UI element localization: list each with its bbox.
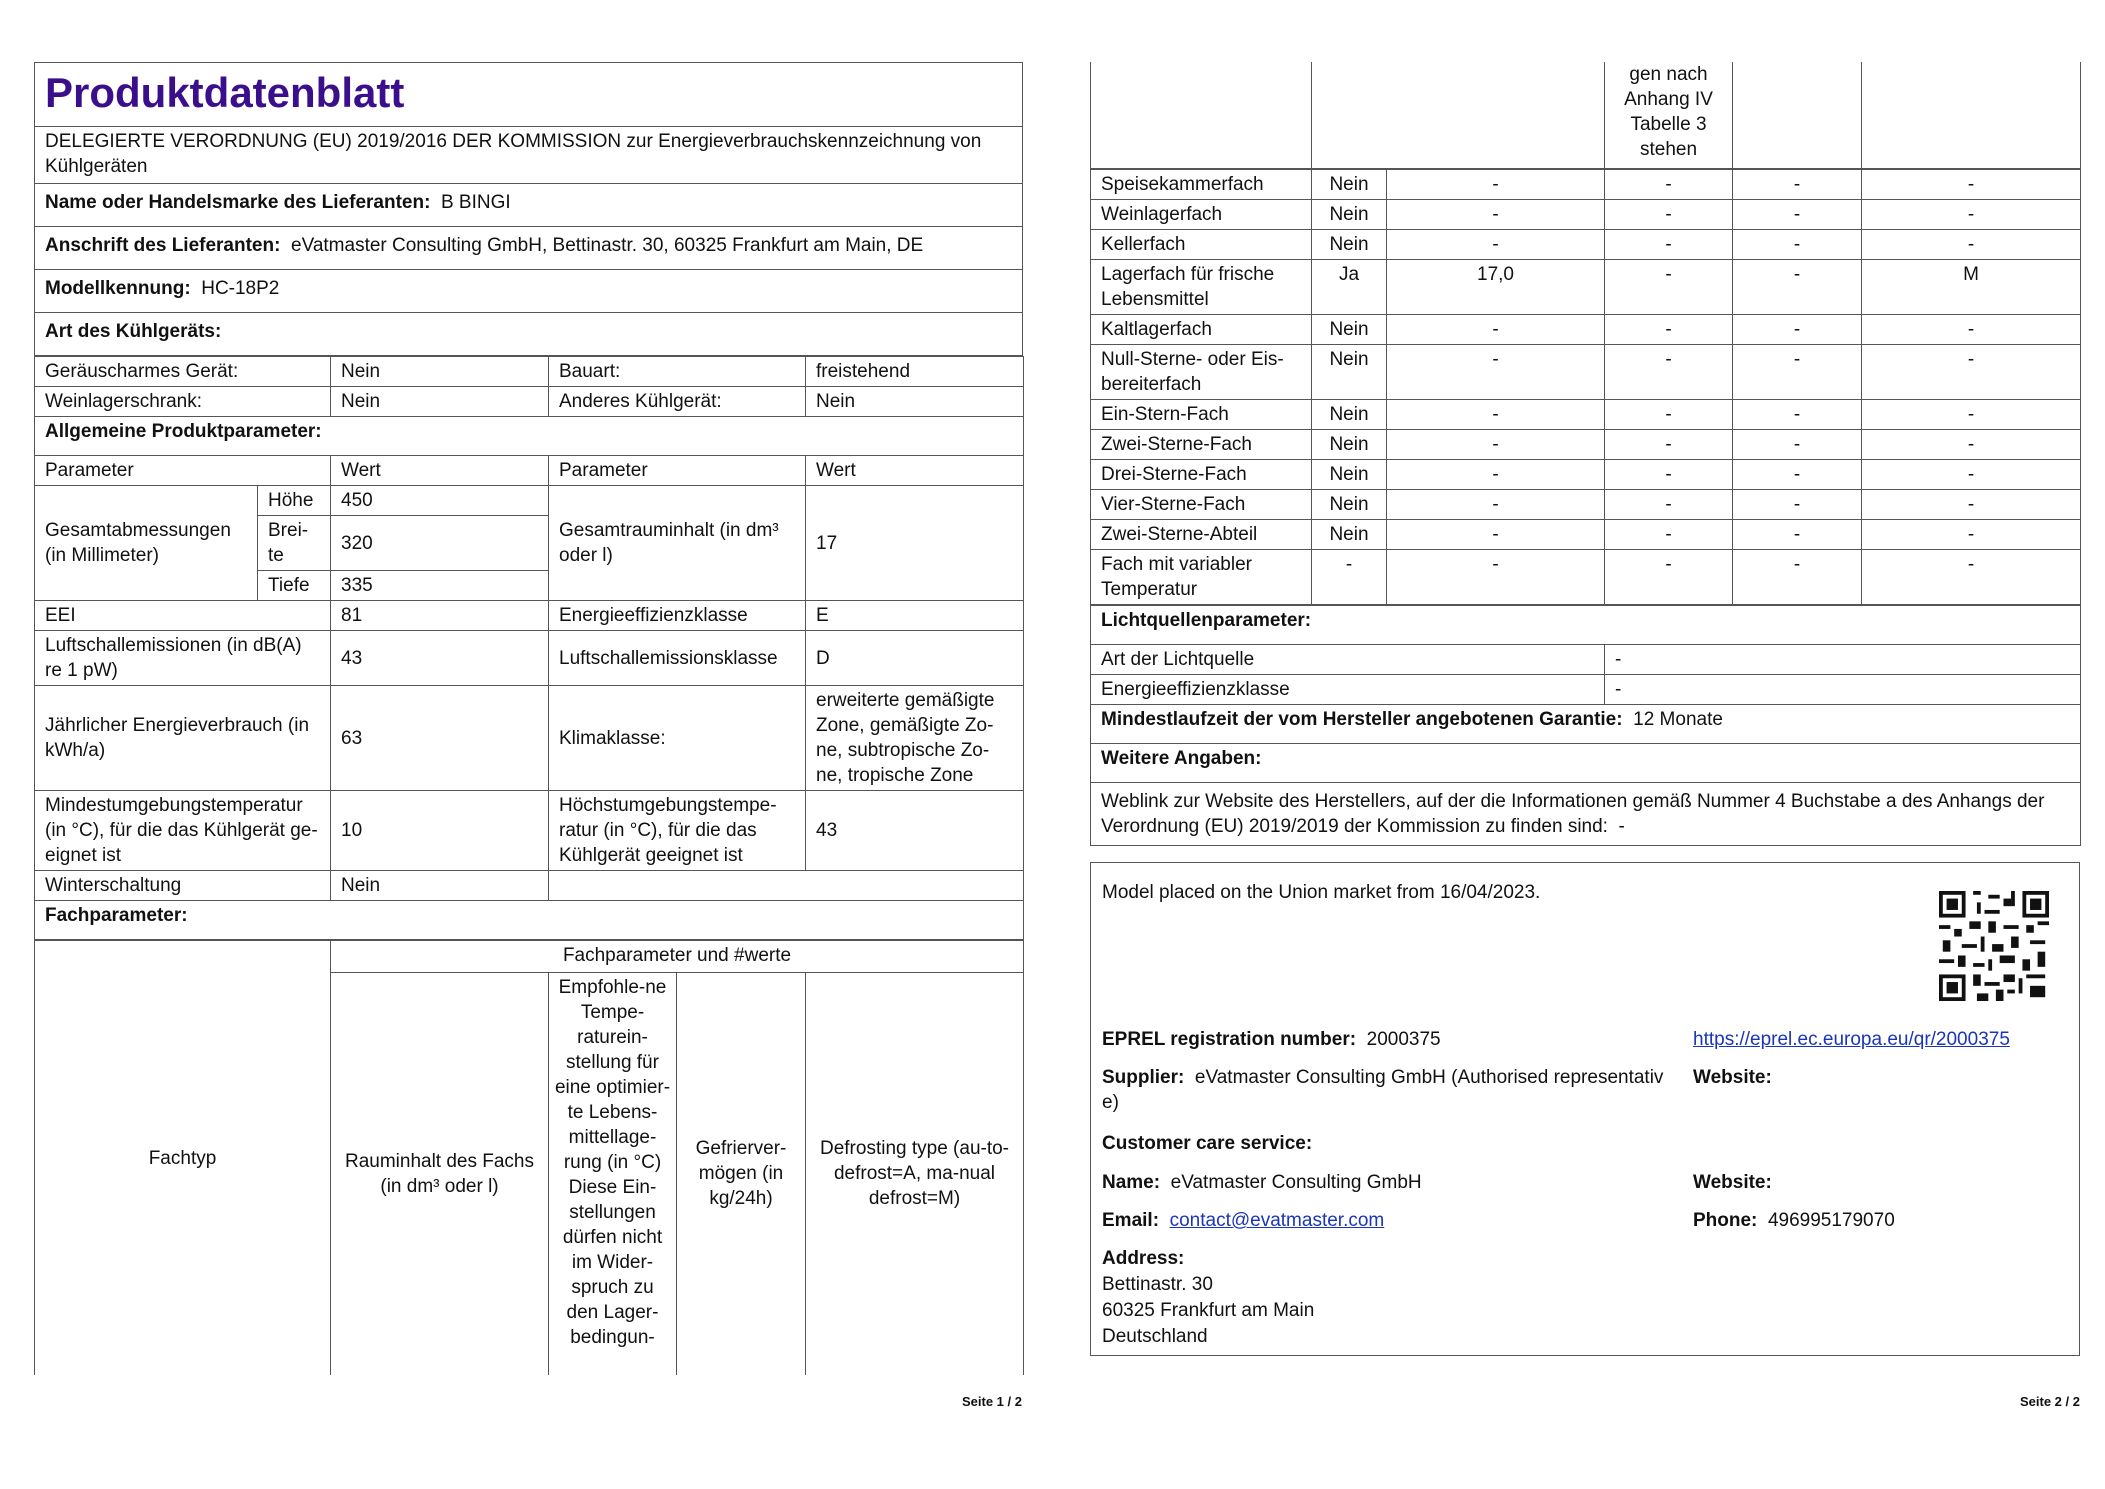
annual-energy-value: 63 xyxy=(331,686,549,791)
warranty-label: Mindestlaufzeit der vom Hersteller angebotenen Garantie: xyxy=(1101,708,1623,730)
max-temp-label: Höchstumgebungstempe-ratur (in °C), für die das Kühlgerät geeignet ist xyxy=(549,791,806,871)
compartment-temp: - xyxy=(1605,229,1733,259)
compartment-name: Lagerfach für frische Lebensmittel xyxy=(1091,259,1312,314)
compartment-volume: - xyxy=(1387,549,1605,604)
eei-value: 81 xyxy=(331,601,549,631)
compartment-temp: - xyxy=(1605,519,1733,549)
col-parameter-2: Parameter xyxy=(549,456,806,486)
address-line2: 60325 Frankfurt am Main xyxy=(1102,1300,1315,1321)
email-label: Email: xyxy=(1102,1210,1160,1231)
compartment-name: Ein-Stern-Fach xyxy=(1091,399,1312,429)
cont-cell-4 xyxy=(1733,62,1862,168)
compartment-present: Nein xyxy=(1312,429,1387,459)
compartment-row xyxy=(1091,429,2081,459)
winter-value: Nein xyxy=(331,871,549,901)
light-heading: Lichtquellenparameter: xyxy=(1091,605,2081,644)
compartment-temp: - xyxy=(1605,199,1733,229)
noise-value: 43 xyxy=(331,631,549,686)
compartment-freeze: - xyxy=(1733,459,1862,489)
eprel-info-box xyxy=(1090,862,2080,1356)
height-value: 450 xyxy=(331,486,549,516)
design-label: Bauart: xyxy=(549,357,806,387)
compartment-temp: - xyxy=(1605,259,1733,314)
winter-empty xyxy=(549,871,1024,901)
compartment-heading: Fachparameter: xyxy=(35,901,1024,940)
compartment-row xyxy=(1091,199,2081,229)
compartment-freeze: - xyxy=(1733,199,1862,229)
compartment-temp: - xyxy=(1605,549,1733,604)
compartment-freeze: - xyxy=(1733,229,1862,259)
eprel-value: 2000375 xyxy=(1366,1029,1441,1050)
compartment-volume: - xyxy=(1387,399,1605,429)
compartment-temp: - xyxy=(1605,399,1733,429)
compartment-volume: - xyxy=(1387,459,1605,489)
supplier-address-row xyxy=(35,227,1023,270)
height-label: Höhe xyxy=(258,486,331,516)
compartment-defrost: - xyxy=(1862,229,2081,259)
noise-label: Luftschallemissionen (in dB(A) re 1 pW) xyxy=(35,631,331,686)
eei-label: EEI xyxy=(35,601,331,631)
light-type-value: - xyxy=(1605,644,2081,674)
compartment-freeze: - xyxy=(1733,519,1862,549)
raum-header: Rauminhalt des Fachs (in dm³ oder l) xyxy=(331,972,549,1375)
col-value-1: Wert xyxy=(331,456,549,486)
supplier-name-label: Name oder Handelsmarke des Lieferanten: xyxy=(45,192,431,213)
model-row xyxy=(35,270,1023,313)
page-1 xyxy=(34,62,1023,1375)
fachtyp-header: Fachtyp xyxy=(35,941,331,1376)
annual-energy-label: Jährlicher Energieverbrauch (in kWh/a) xyxy=(35,686,331,791)
climate-value: erweiterte gemäßigte Zone, gemäßigte Zo-ne, subtropische Zo-ne, tropische Zone xyxy=(806,686,1024,791)
winter-label: Winterschaltung xyxy=(35,871,331,901)
empf-header: Empfohle-ne Tempe-raturein-stellung für eine optimier-te Lebens-mittellage-rung (in °C) Diese Ein-stellungen dürfen nicht im Wider-spruch zu den Lager-bedingun- xyxy=(549,972,677,1375)
fachparam-header: Fachparameter und #werte xyxy=(331,941,1024,973)
warranty-row xyxy=(1091,704,2081,743)
compartment-name: Fach mit variabler Temperatur xyxy=(1091,549,1312,604)
compartment-temp: - xyxy=(1605,169,1733,199)
regulation-text: DELEGIERTE VERORDNUNG (EU) 2019/2016 DER KOMMISSION zur Energieverbrauchskennzeichnung von Kühlgeräten xyxy=(35,127,1023,184)
compartment-defrost: - xyxy=(1862,314,2081,344)
compartment-volume: 17,0 xyxy=(1387,259,1605,314)
model-label: Modellkennung: xyxy=(45,278,191,299)
document-title: Produktdatenblatt xyxy=(35,63,1023,127)
compartment-name: Zwei-Sterne-Abteil xyxy=(1091,519,1312,549)
compartment-present: Nein xyxy=(1312,459,1387,489)
general-heading: Allgemeine Produktparameter: xyxy=(35,417,1024,456)
cont-cell-2 xyxy=(1312,62,1605,168)
supplier-address-label: Anschrift des Lieferanten: xyxy=(45,235,281,256)
compartment-freeze: - xyxy=(1733,169,1862,199)
cont-cell-1 xyxy=(1091,62,1312,168)
weblink-row xyxy=(1091,782,2081,845)
compartment-present: Nein xyxy=(1312,314,1387,344)
noise-class-value: D xyxy=(806,631,1024,686)
phone-row xyxy=(1693,1208,1895,1233)
weblink-value: - xyxy=(1618,815,1625,837)
wine-value: Nein xyxy=(331,387,549,417)
compartment-temp: - xyxy=(1605,489,1733,519)
footer-page-2: Seite 2 / 2 xyxy=(2020,1394,2080,1409)
dims-label: Gesamtabmessungen (in Millimeter) xyxy=(35,486,258,601)
compartment-present: Nein xyxy=(1312,399,1387,429)
compartment-defrost: - xyxy=(1862,489,2081,519)
other-value: Nein xyxy=(806,387,1024,417)
footer-page-1: Seite 1 / 2 xyxy=(962,1394,1022,1409)
cont-text: gen nach Anhang IV Tabelle 3 stehen xyxy=(1605,62,1733,168)
compartment-row xyxy=(1091,314,2081,344)
compartment-name: Speisekammerfach xyxy=(1091,169,1312,199)
page-2 xyxy=(1090,62,2080,846)
further-heading: Weitere Angaben: xyxy=(1091,743,2081,782)
supplier-name-row xyxy=(35,184,1023,227)
compartment-row xyxy=(1091,489,2081,519)
light-class-value: - xyxy=(1605,674,2081,704)
other-label: Anderes Kühlgerät: xyxy=(549,387,806,417)
compartment-present: Nein xyxy=(1312,344,1387,399)
compartment-volume: - xyxy=(1387,489,1605,519)
name-label: Name: xyxy=(1102,1172,1161,1193)
compartment-defrost: - xyxy=(1862,169,2081,199)
cont-cell-5 xyxy=(1862,62,2081,168)
compartment-defrost: - xyxy=(1862,399,2081,429)
compartment-header-table xyxy=(34,940,1024,1375)
compartment-defrost: - xyxy=(1862,344,2081,399)
market-text: Model placed on the Union market from 16/04/2023. xyxy=(1102,882,1541,903)
compartment-present: Ja xyxy=(1312,259,1387,314)
compartment-defrost: M xyxy=(1862,259,2081,314)
compartment-freeze: - xyxy=(1733,344,1862,399)
energy-class-value: E xyxy=(806,601,1024,631)
general-table xyxy=(34,356,1024,940)
eprel-link[interactable]: https://eprel.ec.europa.eu/qr/2000375 xyxy=(1693,1029,2010,1050)
weblink-text: Weblink zur Website des Herstellers, auf der die Informationen gemäß Nummer 4 Buchstabe a des Anhangs der Verordnung (EU) 2019/2019 der Kommission zu finden sind: xyxy=(1101,790,2045,837)
energy-class-label: Energieeffizienzklasse xyxy=(549,601,806,631)
noise-class-label: Luftschallemissionsklasse xyxy=(549,631,806,686)
supplier-label: Supplier: xyxy=(1102,1067,1185,1088)
compartment-defrost: - xyxy=(1862,519,2081,549)
qr-code-icon[interactable] xyxy=(1939,891,2049,1001)
max-temp-value: 43 xyxy=(806,791,1024,871)
compartment-defrost: - xyxy=(1862,429,2081,459)
depth-value: 335 xyxy=(331,571,549,601)
compartment-temp: - xyxy=(1605,344,1733,399)
wine-label: Weinlagerschrank: xyxy=(35,387,331,417)
warranty-value: 12 Monate xyxy=(1633,708,1723,730)
low-noise-value: Nein xyxy=(331,357,549,387)
volume-label: Gesamtrauminhalt (in dm³ oder l) xyxy=(549,486,806,601)
compartment-volume: - xyxy=(1387,229,1605,259)
type-heading: Art des Kühlgeräts: xyxy=(35,313,1023,356)
design-value: freistehend xyxy=(806,357,1024,387)
climate-label: Klimaklasse: xyxy=(549,686,806,791)
col-value-2: Wert xyxy=(806,456,1024,486)
compartment-row xyxy=(1091,519,2081,549)
contact-name-row xyxy=(1102,1170,1422,1195)
compartment-defrost: - xyxy=(1862,459,2081,489)
compartment-name: Zwei-Sterne-Fach xyxy=(1091,429,1312,459)
gefrier-header: Gefrierver-mögen (in kg/24h) xyxy=(677,972,806,1375)
compartment-row xyxy=(1091,259,2081,314)
compartment-temp: - xyxy=(1605,459,1733,489)
compartment-defrost: - xyxy=(1862,199,2081,229)
min-temp-value: 10 xyxy=(331,791,549,871)
address-line3: Deutschland xyxy=(1102,1326,1208,1347)
supplier-row xyxy=(1102,1065,1682,1115)
compartment-rows xyxy=(1090,169,2081,605)
compartment-temp: - xyxy=(1605,314,1733,344)
supplier-name-value: B BINGI xyxy=(440,192,511,213)
compartment-volume: - xyxy=(1387,344,1605,399)
compartment-row xyxy=(1091,229,2081,259)
defrost-header: Defrosting type (au-to-defrost=A, ma-nual defrost=M) xyxy=(806,972,1024,1375)
compartment-present: - xyxy=(1312,549,1387,604)
care-label: Customer care service: xyxy=(1102,1133,1313,1154)
compartment-present: Nein xyxy=(1312,229,1387,259)
compartment-volume: - xyxy=(1387,314,1605,344)
volume-value: 17 xyxy=(806,486,1024,601)
compartment-row xyxy=(1091,549,2081,604)
compartment-present: Nein xyxy=(1312,519,1387,549)
min-temp-label: Mindestumgebungstemperatur (in °C), für die das Kühlgerät ge-eignet ist xyxy=(35,791,331,871)
compartment-name: Null-Sterne- oder Eis-bereiterfach xyxy=(1091,344,1312,399)
low-noise-label: Geräuscharmes Gerät: xyxy=(35,357,331,387)
compartment-row xyxy=(1091,459,2081,489)
email-row xyxy=(1102,1208,1384,1233)
compartment-freeze: - xyxy=(1733,429,1862,459)
compartment-name: Kellerfach xyxy=(1091,229,1312,259)
compartment-volume: - xyxy=(1387,169,1605,199)
website2-label: Website: xyxy=(1693,1172,1772,1193)
eprel-label: EPREL registration number: xyxy=(1102,1029,1357,1050)
compartment-freeze: - xyxy=(1733,489,1862,519)
width-label: Brei-te xyxy=(258,516,331,571)
compartment-volume: - xyxy=(1387,519,1605,549)
phone-value: 496995179070 xyxy=(1767,1210,1895,1231)
width-value: 320 xyxy=(331,516,549,571)
compartment-defrost: - xyxy=(1862,549,2081,604)
compartment-table xyxy=(1090,62,2081,169)
light-class-label: Energieeffizienzklasse xyxy=(1091,674,1605,704)
header-table xyxy=(34,62,1023,356)
compartment-volume: - xyxy=(1387,429,1605,459)
supplier-address-value: eVatmaster Consulting GmbH, Bettinastr. 30, 60325 Frankfurt am Main, DE xyxy=(291,235,924,256)
compartment-name: Drei-Sterne-Fach xyxy=(1091,459,1312,489)
compartment-present: Nein xyxy=(1312,199,1387,229)
compartment-temp: - xyxy=(1605,429,1733,459)
compartment-row xyxy=(1091,344,2081,399)
compartment-present: Nein xyxy=(1312,169,1387,199)
compartment-freeze: - xyxy=(1733,399,1862,429)
name-value: eVatmaster Consulting GmbH xyxy=(1170,1172,1422,1193)
compartment-present: Nein xyxy=(1312,489,1387,519)
compartment-name: Weinlagerfach xyxy=(1091,199,1312,229)
supplier-value: eVatmaster Consulting GmbH (Authorised representativ e) xyxy=(1102,1067,1664,1113)
compartment-freeze: - xyxy=(1733,259,1862,314)
compartment-volume: - xyxy=(1387,199,1605,229)
compartment-name: Kaltlagerfach xyxy=(1091,314,1312,344)
phone-label: Phone: xyxy=(1693,1210,1758,1231)
address-label: Address: xyxy=(1102,1248,1185,1269)
eprel-row xyxy=(1102,1027,1441,1052)
light-type-label: Art der Lichtquelle xyxy=(1091,644,1605,674)
depth-label: Tiefe xyxy=(258,571,331,601)
email-link[interactable]: contact@evatmaster.com xyxy=(1169,1210,1385,1231)
model-value: HC-18P2 xyxy=(201,278,280,299)
compartment-row xyxy=(1091,399,2081,429)
website-label: Website: xyxy=(1693,1067,1772,1088)
compartment-freeze: - xyxy=(1733,314,1862,344)
compartment-freeze: - xyxy=(1733,549,1862,604)
light-table xyxy=(1090,605,2081,846)
compartment-name: Vier-Sterne-Fach xyxy=(1091,489,1312,519)
address-line1: Bettinastr. 30 xyxy=(1102,1274,1213,1295)
compartment-row xyxy=(1091,169,2081,199)
col-parameter-1: Parameter xyxy=(35,456,331,486)
